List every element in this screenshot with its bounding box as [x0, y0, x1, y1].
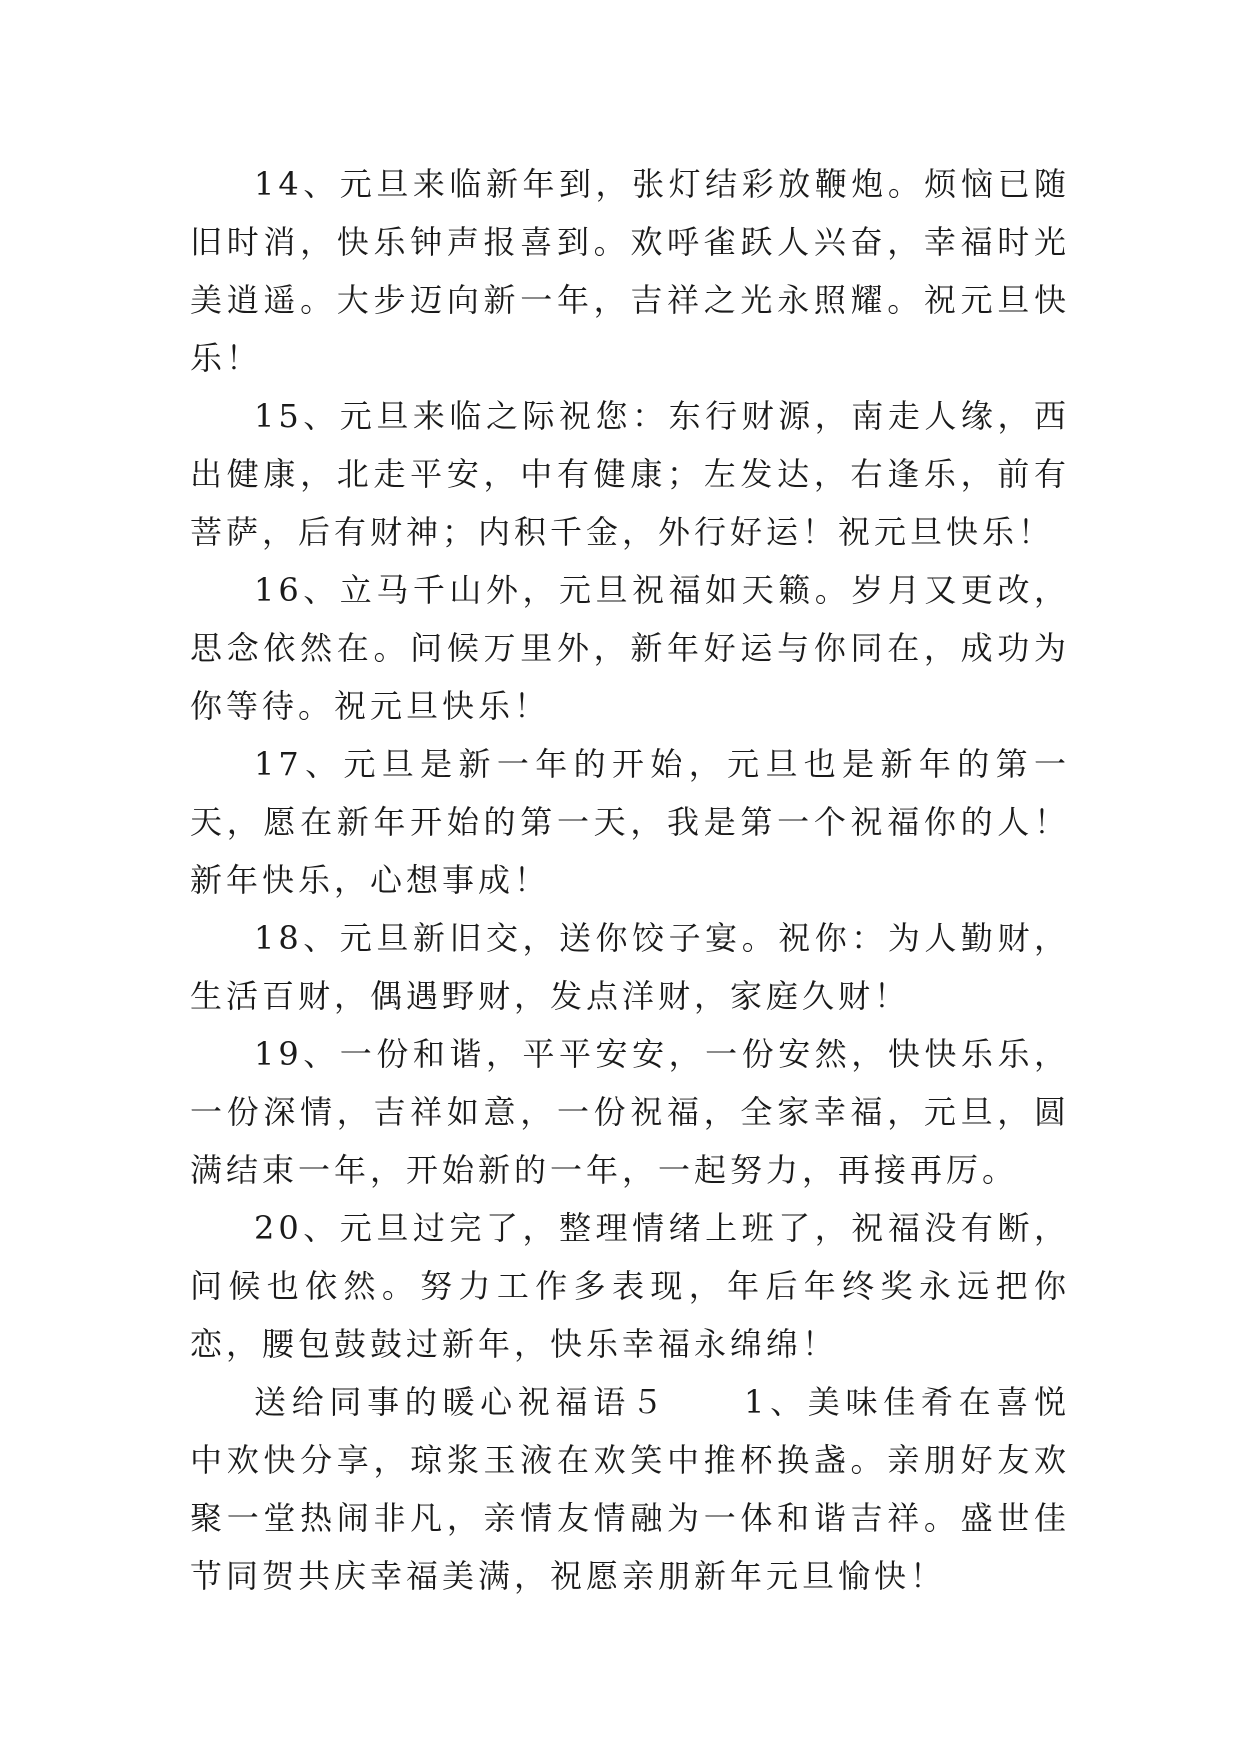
paragraph-18: 18、元旦新旧交，送你饺子宴。祝你：为人勤财，生活百财，偶遇野财，发点洋财，家庭久财！ [190, 919, 1070, 1015]
paragraph-19: 19、一份和谐，平平安安，一份安然，快快乐乐，一份深情，吉祥如意，一份祝福，全家幸福，元旦，圆满结束一年，开始新的一年，一起努力，再接再厉。 [190, 1035, 1070, 1189]
paragraph-20: 20、元旦过完了，整理情绪上班了，祝福没有断，问候也依然。努力工作多表现，年后年终奖永远把你恋，腰包鼓鼓过新年，快乐幸福永绵绵！ [190, 1209, 1070, 1363]
paragraph-17: 17、元旦是新一年的开始，元旦也是新年的第一天，愿在新年开始的第一天，我是第一个祝福你的人！新年快乐，心想事成！ [190, 745, 1070, 899]
paragraph-16: 16、立马千山外，元旦祝福如天籁。岁月又更改，思念依然在。问候万里外，新年好运与你同在，成功为你等待。祝元旦快乐！ [190, 571, 1070, 725]
paragraph-14: 14、元旦来临新年到，张灯结彩放鞭炮。烦恼已随旧时消，快乐钟声报喜到。欢呼雀跃人兴奋，幸福时光美逍遥。大步迈向新一年，吉祥之光永照耀。祝元旦快乐！ [190, 165, 1070, 377]
paragraph-15: 15、元旦来临之际祝您：东行财源，南走人缘，西出健康，北走平安，中有健康；左发达，右逢乐，前有菩萨，后有财神；内积千金，外行好运！祝元旦快乐！ [190, 397, 1070, 551]
document-body [190, 155, 1070, 1605]
paragraph-section-5: 送给同事的暖心祝福语５ 1、美味佳肴在喜悦中欢快分享，琼浆玉液在欢笑中推杯换盏。亲朋好友欢聚一堂热闹非凡，亲情友情融为一体和谐吉祥。盛世佳节同贺共庆幸福美满，祝愿亲朋新年元旦愉快！ [190, 1383, 1070, 1595]
